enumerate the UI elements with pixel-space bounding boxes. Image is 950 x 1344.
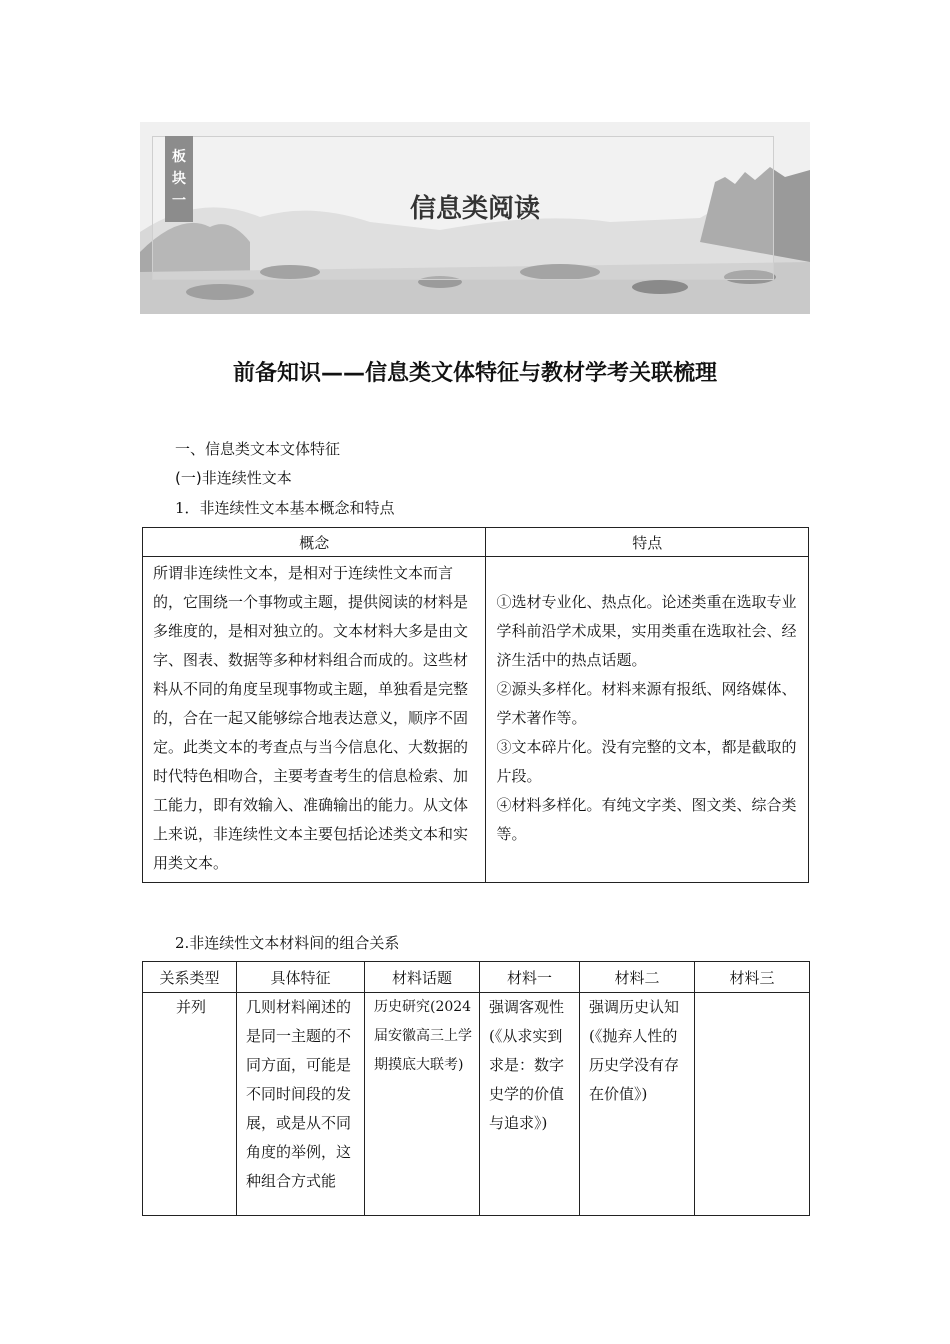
header-concept: 概念 — [143, 528, 486, 557]
feature-item: ③文本碎片化。没有完整的文本，都是截取的片段。 — [496, 738, 797, 785]
cell-material-3 — [695, 993, 810, 1216]
features-cell — [486, 557, 809, 883]
section-tag — [165, 136, 193, 222]
cell-feature: 几则材料阐述的是同一主题的不同方面，可能是不同时间段的发展，或是从不同角度的举例，这种组合方式能 — [237, 993, 365, 1216]
concept-cell: 所谓非连续性文本，是相对于连续性文本而言的，它围绕一个事物或主题，提供阅读的材料是多维度的，是相对独立的。文本材料大多是由文字、图表、数据等多种材料组合而成的。这些材料从不同的角度呈现事物或主题，单独看是完整的，合在一起又能够综合地表达意义，顺序不固定。此类文本的考查点与当今信息化、大数据的时代特色相吻合，主要考查考生的信息检索、加工能力，即有效输入、准确输出的能力。从文体上来说，非连续性文本主要包括论述类文本和实用类文本。 — [143, 557, 486, 883]
header-relation-type: 关系类型 — [143, 962, 237, 993]
page-title: 前备知识——信息类文体特征与教材学考关联梳理 — [232, 361, 717, 386]
banner-title: 信息类阅读 — [409, 194, 540, 224]
item1-title: 1．非连续性文本基本概念和特点 — [175, 499, 395, 517]
section-heading: 一、信息类文本文体特征 — [175, 440, 341, 458]
tag-char-1: 板 — [172, 149, 186, 165]
feature-item: ①选材专业化、热点化。论述类重在选取专业学科前沿学术成果，实用类重在选取社会、经济生活中的热点话题。 — [496, 593, 797, 669]
section-subheading: (一)非连续性文本 — [175, 469, 292, 487]
cell-type: 并列 — [143, 993, 237, 1216]
cell-topic: 历史研究(2024届安徽高三上学期摸底大联考) — [365, 993, 480, 1216]
cell-material-2: 强调历史认知(《抛弃人性的历史学没有存在价值》) — [580, 993, 695, 1216]
concept-table — [142, 527, 809, 883]
header-material-3: 材料三 — [695, 962, 810, 993]
tag-char-3: 一 — [172, 193, 186, 209]
feature-item: ④材料多样化。有纯文字类、图文类、综合类等。 — [496, 796, 797, 843]
header-feature: 具体特征 — [237, 962, 365, 993]
header-topic: 材料话题 — [365, 962, 480, 993]
cell-material-1: 强调客观性(《从求实到求是：数字史学的价值与追求》) — [480, 993, 580, 1216]
relation-table — [142, 961, 810, 1216]
feature-item: ②源头多样化。材料来源有报纸、网络媒体、学术著作等。 — [496, 680, 797, 727]
header-features: 特点 — [486, 528, 809, 557]
item2-title: 2.非连续性文本材料间的组合关系 — [175, 934, 400, 952]
tag-char-2: 块 — [172, 171, 186, 187]
header-material-1: 材料一 — [480, 962, 580, 993]
header-material-2: 材料二 — [580, 962, 695, 993]
